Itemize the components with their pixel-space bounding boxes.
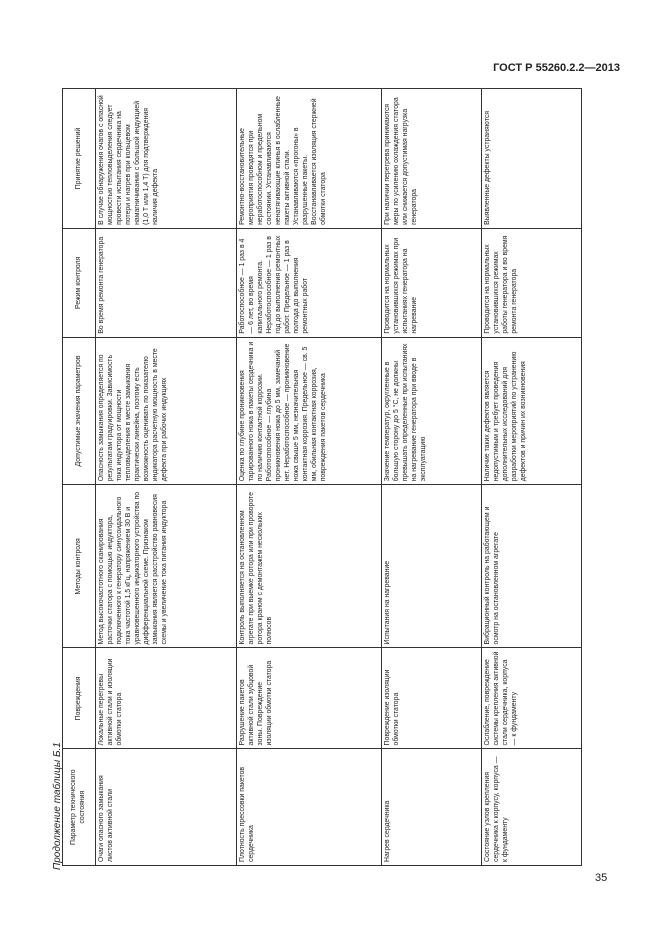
standard-designation: ГОСТ Р 55260.2.2—2013 bbox=[493, 62, 620, 74]
table-cell: Ослабление, повреждение системы крепления активной стали сердечника, корпуса — к фундаменту bbox=[482, 648, 582, 749]
table-cell: Состояние узлов крепления сердечника к корпусу, корпуса — к фундаменту bbox=[482, 749, 582, 866]
table-caption: Продолжение таблицы Б.1 bbox=[52, 742, 63, 870]
table-cell: Значение температур, округленные в большую сторону до 5 °С, не должны превышать определенные при испытаниях на нагревание генератора при вводе в эксплуатацию bbox=[382, 337, 482, 485]
table-cell: При наличии перегрева принимаются меры по усилению охлаждения статора или снижается допустимая нагрузка генератора bbox=[382, 89, 482, 229]
table-cell: Очаги опасного замыкания листов активной стали bbox=[96, 749, 237, 866]
table-cell: Разрушение пакетов активной стали зубцовой зоны. Повреждение изоляции обмотки статора bbox=[237, 648, 382, 749]
table-row bbox=[237, 89, 382, 866]
table-cell: Метод высокочастотного сканирования расточки статора с помощью индуктора, подключенного к генератору синусоидального тока частотой 1,5 кГц, напряжением 30 В и уравновешенного индикаторного устройства по дифференциальной схеме. Признаком замыкания является расстройство равновесия схемы и увеличение тока питания индуктора bbox=[96, 485, 237, 648]
table-row bbox=[96, 89, 237, 866]
table-row bbox=[482, 89, 582, 866]
table-cell: Вибрационный контроль на работающем и осмотр на остановленном агрегате bbox=[482, 485, 582, 648]
table-cell: Локальные перегревы активной стали и изоляции обмотки статора bbox=[96, 648, 237, 749]
table-cell: Проводится на нормальных установившихся режимах при испытаниях генератора на нагревание bbox=[382, 228, 482, 337]
header-methods: Методы контроля bbox=[63, 485, 96, 648]
table-cell: Оценка по глубине проникновения тарированного ножа в пакеты сердечника и по наличию контактной коррозии. Работоспособное — глубина проникновения ножа до 5 мм, замечаний нет. Неработоспособное — проникновение ножа свыше 5 мм, незначительная контактная коррозия. Предельное — св. 5 мм, обильная контактная коррозия, повреждения пакетов сердечника bbox=[237, 337, 382, 485]
table-cell: Контроль выполняется на остановленном агрегате при выемке ротора или при проворотe ротора краном с демонтажем нескольких полюсов bbox=[237, 485, 382, 648]
table-cell: Проводится на нормальных установившихся режимах работы генератора и во время ремонта генератора bbox=[482, 228, 582, 337]
table-header-row bbox=[63, 89, 96, 866]
table-row bbox=[382, 89, 482, 866]
defects-table bbox=[62, 88, 582, 866]
table-cell: Ремонтно-восстановительные мероприятия проводятся при неработоспособном и предельном состоянии. Устанавливаются ненатягивающие клинья в ослабленные пакеты активной стали. Устанавливаются «прогоны» в разрушенные пакеты. Восстанавливается изоляция стержней обмотки статора bbox=[237, 89, 382, 229]
header-decisions: Принятие решений bbox=[63, 89, 96, 229]
table-cell: В случае обнаружения очагов с опасной мощностью тепловыделения следует провести испытания сердечника на потери и нагрев при кольцевом намагничивании с большой индукцией (1,0 Т или 1,4 Т) для подтверждения наличия дефекта bbox=[96, 89, 237, 229]
header-control-mode: Режим контроля bbox=[63, 228, 96, 337]
table-cell: Нагрев сердечника bbox=[382, 749, 482, 866]
table-cell: Работоспособное — 1 раз в 4 — 6 лет, во время капитального ремонта. Неработоспособное — 1 раз в год до выполнения ремонтных работ. Предельное — 1 раз в полгода до выполнения ремонтных работ bbox=[237, 228, 382, 337]
table-cell: Повреждение изоляции обмотки статора bbox=[382, 648, 482, 749]
table-cell: Наличие таких дефектов является недопустимым и требует проведения дополнительных исследований для разработки мероприятий по устранению дефектов и причин их возникновения bbox=[482, 337, 582, 485]
table-cell: Испытания на нагревание bbox=[382, 485, 482, 648]
table-cell: Выявленные дефекты устраняются bbox=[482, 89, 582, 229]
page-number: 35 bbox=[595, 872, 608, 884]
table-cell: Во время ремонта генератора bbox=[96, 228, 237, 337]
header-allowed-values: Допустимые значения параметров bbox=[63, 337, 96, 485]
header-damage: Повреждения bbox=[63, 648, 96, 749]
table-cell: Опасность замыкания определяется по результатам градуировки. Зависимость тока индуктора от мощности тепловыделения в месте замыкания практически линейна, поэтому есть возможность оценивать по показателю индикатора расчетную мощность в месте дефекта при рабочих индукциях bbox=[96, 337, 237, 485]
header-parameter: Параметр технического состояния bbox=[63, 749, 96, 866]
table-cell: Плотность прессовки пакетов сердечника bbox=[237, 749, 382, 866]
